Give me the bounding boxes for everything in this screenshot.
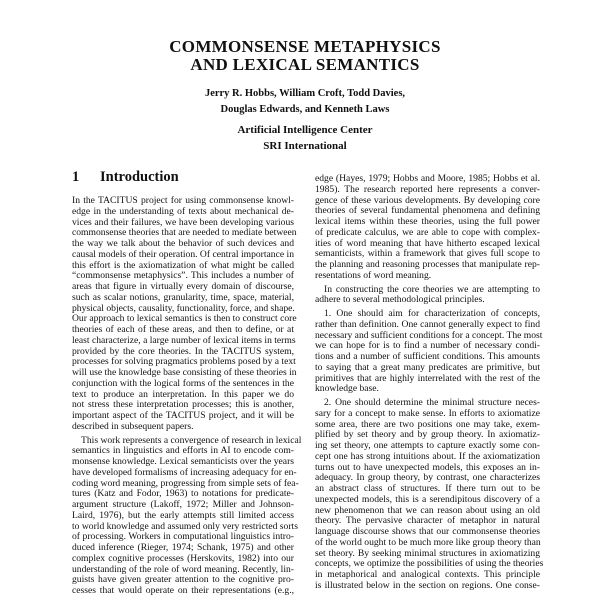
text-line: described in subsequent papers.: [72, 420, 194, 432]
text-line: coding word meaning, progressing from simple sets of fea-: [72, 477, 299, 489]
text-line: provided by the core theories. In the TACITUS system,: [72, 345, 294, 357]
text-line: of predicate calculus, we are able to cope with complex-: [315, 226, 540, 238]
paper-title: [0, 38, 600, 74]
text-line: unexpected models, this is a serendipitous discovery of a: [315, 493, 540, 505]
paragraph: [72, 195, 297, 433]
text-line: theory. The pervasive character of metaphor in natural: [315, 515, 540, 527]
text-line: causal models of their operation. Of central importance in: [72, 248, 294, 260]
text-line: semanticists, within a framework that gives full scope to: [315, 248, 540, 260]
text-line: 1985). The research reported here represents a conver-: [315, 183, 540, 195]
text-line: primitives that are highly interrelated with the rest of the: [315, 372, 540, 384]
text-line: this effort is the axiomatization of what might be called: [72, 259, 294, 271]
right-column: [315, 173, 544, 595]
text-line: This work represents a convergence of research in lexical: [81, 434, 302, 446]
text-line: some area, there are two positions one may take, exem-: [315, 418, 540, 430]
text-line: conjunction with the logical forms of the sentences in the: [72, 377, 294, 389]
text-line: new phenomenon that we can reason about using an old: [315, 504, 540, 516]
text-line: necessary and sufficient conditions for a concept. The most: [315, 329, 543, 341]
text-line: gence of these various developments. By developing core: [315, 194, 540, 206]
text-line: In constructing the core theories we are attempting to: [324, 283, 540, 295]
paragraph: [315, 397, 544, 592]
text-line: duced inference (Rieger, 1974; Schank, 1975) and other: [72, 542, 294, 553]
text-line: an abstract class of structures. If there turn out to be: [315, 483, 540, 494]
text-line: “commonsense metaphysics”. This includes a number of: [72, 270, 294, 282]
text-line: understanding of the role of word meaning. Recently, lin-: [72, 563, 294, 575]
text-line: argument structure (Lakoff, 1972; Miller and Johnson-: [72, 499, 294, 510]
text-line: Laird, 1976), but the early attempts still limited access: [72, 509, 294, 521]
text-line: important aspect of the TACITUS project, and it will be: [72, 410, 294, 421]
text-line: set theory. By seeking minimal structures in axiomatizing: [315, 547, 540, 559]
text-line: have developed formalisms of increasing adequacy for en-: [72, 466, 297, 478]
text-line: ing set theory, one attempts to capture exactly some con-: [315, 440, 540, 451]
paragraph: [315, 308, 543, 395]
text-line: adhere to several methodological principles.: [315, 294, 485, 306]
text-line: such as scalar notions, granularity, time, space, material,: [72, 291, 294, 303]
text-line: is illustrated below in the section on regions. One conse-: [315, 579, 540, 591]
text-line: turns out to have unexpected models, this exposes an in-: [315, 461, 540, 473]
text-line: the way we talk about the behavior of such devices and: [72, 238, 294, 249]
text-line: Our approach to lexical semantics is then to construct core: [72, 313, 297, 325]
text-line: will use the knowledge base consisting of these theories in: [72, 367, 297, 378]
text-line: to world knowledge and assumed only very restricted sorts: [72, 520, 298, 532]
text-line: the planning and reasoning processes that manipulate rep-: [315, 259, 540, 270]
text-line: plified by set theory and by group theory. In axiomatiz-: [315, 429, 540, 441]
affiliation: [0, 123, 600, 154]
paragraph: [315, 174, 540, 282]
title-line: AND LEXICAL SEMANTICS: [190, 55, 420, 74]
text-line: sary for a concept to make sense. In efforts to axiomatize: [315, 407, 540, 419]
text-line: processes for solving pragmatics problems posed by a text: [72, 356, 296, 368]
text-line: tures (Katz and Fodor, 1963) to notations for predicate-: [72, 488, 294, 500]
paragraph: [72, 434, 302, 597]
text-line: edge in the understanding of texts about mechanical de-: [72, 205, 294, 217]
section-heading: [72, 169, 179, 186]
text-line: we can hope for is to find a number of necessary condi-: [315, 340, 540, 352]
text-line: theories of each of these areas, and then to define, or at: [72, 324, 294, 335]
author-list: [0, 86, 600, 117]
author-line: Jerry R. Hobbs, William Croft, Todd Davies,: [204, 88, 406, 99]
text-line: monsense knowledge. Lexical semanticists over the years: [72, 456, 294, 467]
text-line: language discourse shows that our commonsense theories: [315, 526, 540, 537]
text-line: of processing. Workers in computational linguistics intro-: [72, 531, 294, 543]
text-line: edge (Hayes, 1979; Hobbs and Moore, 1985; Hobbs et al.: [315, 173, 540, 184]
paragraph: [315, 285, 540, 307]
section-number: 1: [72, 169, 80, 185]
text-line: text to produce an interpretation. In this paper we do: [72, 388, 294, 400]
text-line: In the TACITUS project for using commonsense knowl-: [72, 195, 294, 206]
text-line: guists have given greater attention to the cognitive pro-: [72, 574, 294, 586]
text-line: areas that figure in virtually every domain of discourse,: [72, 281, 294, 292]
affiliation-line: SRI International: [263, 139, 347, 152]
text-line: adequacy. In group theory, by contrast, one characterizes: [315, 472, 540, 484]
text-line: lexical items within these theories, using the full power: [315, 216, 540, 227]
text-line: tions and a number of sufficient conditions. This amounts: [315, 351, 540, 362]
text-line: semantics in linguistics and efforts in AI to encode com-: [72, 445, 294, 457]
text-line: commonsense theories that are needed to mediate between: [72, 227, 297, 239]
text-line: ities of word meaning that have hitherto escaped lexical: [315, 237, 540, 249]
author-line: Douglas Edwards, and Kenneth Laws: [220, 103, 390, 115]
section-title: Introduction: [100, 169, 179, 185]
text-line: resentations of word meaning.: [315, 269, 432, 281]
text-line: physical objects, causality, functionality, force, and shape.: [72, 302, 295, 314]
text-line: cesses that would operate on their representations (e.g.,: [72, 585, 294, 596]
text-line: knowledge base.: [315, 383, 379, 395]
text-line: cept one has strong intuitions about. If the axiomatization: [315, 450, 540, 462]
text-line: 1. One should aim for characterization of concepts,: [324, 308, 540, 319]
text-line: to saying that a great many predicates are primitive, but: [315, 361, 540, 373]
text-line: concepts, we optimize the possibilities of using the theories: [315, 558, 544, 570]
text-line: vices and their failures, we have been developing various: [72, 216, 294, 228]
affiliation-line: Artificial Intelligence Center: [237, 124, 373, 136]
text-line: complex cognitive processes (Herskovits, 1982) into our: [72, 552, 294, 564]
text-line: in metaphorical and analogical contexts. This principle: [315, 569, 540, 580]
text-line: least characterize, a large number of lexical items in terms: [72, 334, 296, 346]
left-column: [72, 195, 302, 600]
title-line: COMMONSENSE METAPHYSICS: [169, 37, 441, 56]
text-line: rather than definition. One cannot generally expect to find: [315, 318, 540, 330]
text-line: theories of several fundamental phenomena and defining: [315, 205, 540, 217]
text-line: 2. One should determine the minimal structure neces-: [324, 397, 540, 408]
text-line: of the world ought to be much more like group theory than: [315, 536, 541, 548]
text-line: not stress these interpretation processes; this is another,: [72, 399, 294, 411]
